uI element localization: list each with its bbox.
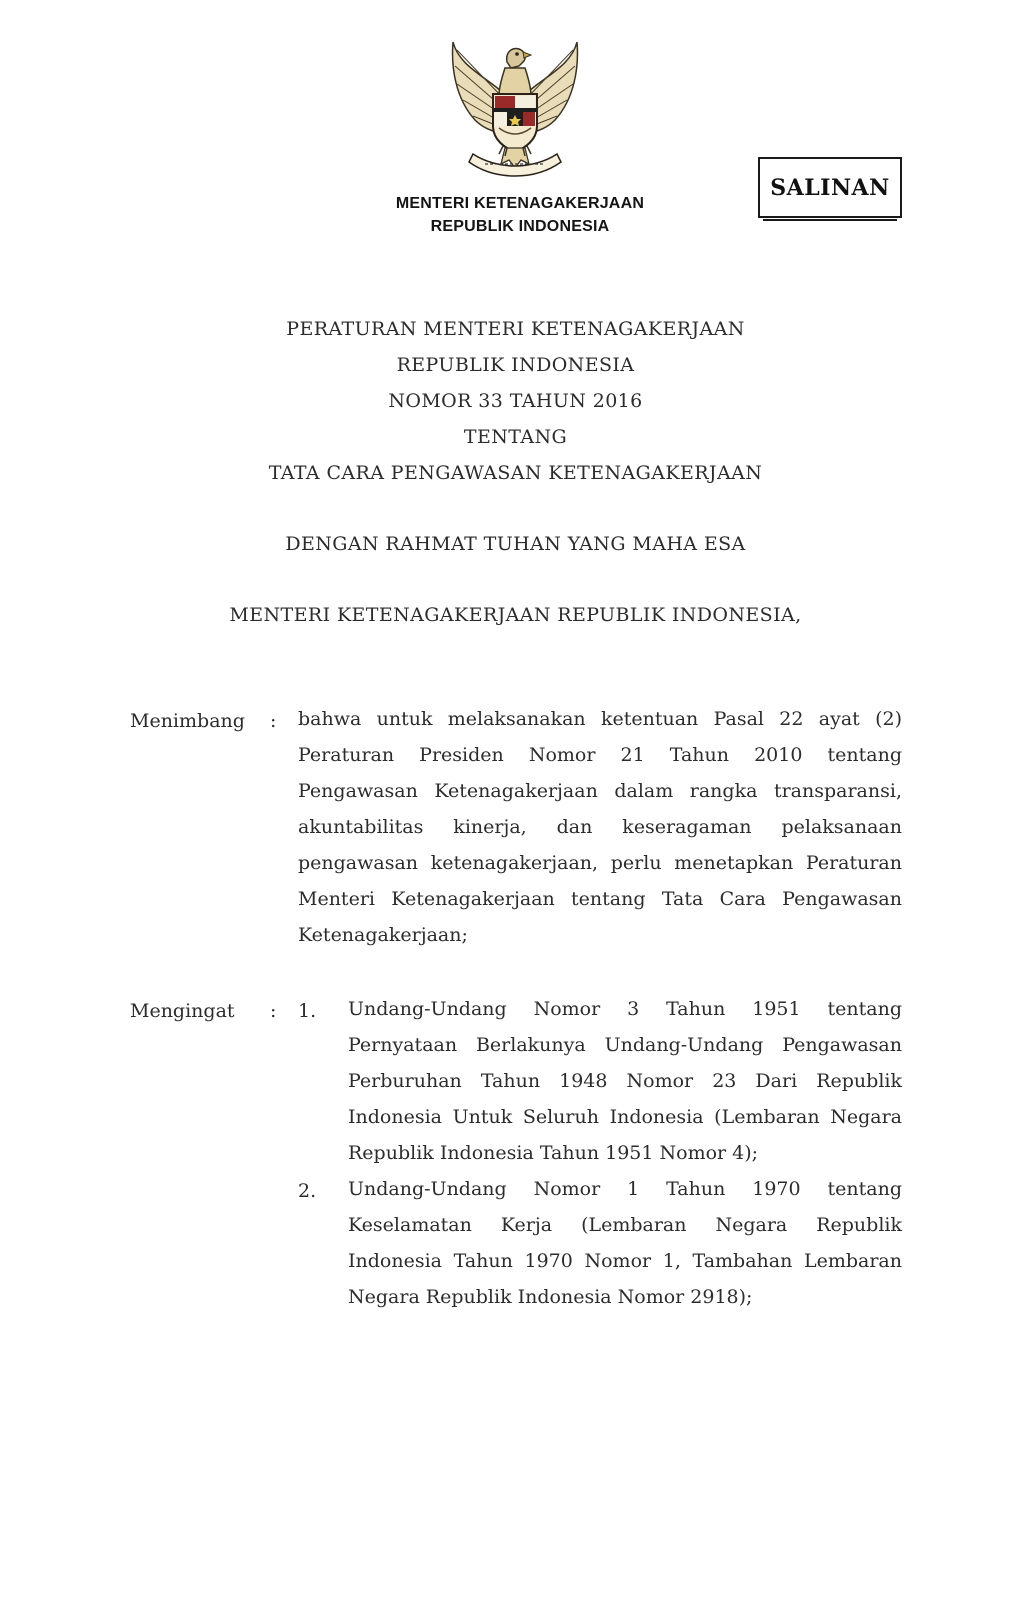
regulation-country: REPUBLIK INDONESIA xyxy=(396,354,635,376)
garuda-emblem-icon xyxy=(445,36,585,181)
menimbang-line: akuntabilitas kinerja, dan keseragaman pelaksanaan xyxy=(298,816,902,838)
menimbang-line: Ketenagakerjaan; xyxy=(298,924,468,946)
mengingat-item-line: Pernyataan Berlakunya Undang-Undang Pengawasan xyxy=(348,1034,902,1056)
mengingat-colon: : xyxy=(270,1000,277,1022)
menimbang-colon: : xyxy=(270,710,277,732)
mengingat-item-number: 1. xyxy=(298,1000,317,1022)
authority: MENTERI KETENAGAKERJAAN REPUBLIK INDONESIA, xyxy=(229,604,802,626)
regulation-about: TENTANG xyxy=(463,426,568,448)
mengingat-item-1 xyxy=(348,991,902,1171)
mengingat-label: Mengingat xyxy=(130,1000,235,1022)
regulation-subject: TATA CARA PENGAWASAN KETENAGAKERJAAN xyxy=(268,462,763,484)
menimbang-line: Peraturan Presiden Nomor 21 Tahun 2010 tentang xyxy=(298,744,902,766)
mengingat-item-line: Republik Indonesia Tahun 1951 Nomor 4); xyxy=(348,1142,759,1164)
mengingat-item-number: 2. xyxy=(298,1180,317,1202)
regulation-title: PERATURAN MENTERI KETENAGAKERJAAN xyxy=(286,318,745,340)
mengingat-item-line: Perburuhan Tahun 1948 Nomor 23 Dari Republik xyxy=(348,1070,902,1092)
invocation: DENGAN RAHMAT TUHAN YANG MAHA ESA xyxy=(285,533,746,555)
regulation-number: NOMOR 33 TAHUN 2016 xyxy=(388,390,643,412)
mengingat-item-line: Negara Republik Indonesia Nomor 2918); xyxy=(348,1286,753,1308)
mengingat-item-line: Undang-Undang Nomor 3 Tahun 1951 tentang xyxy=(348,998,902,1020)
menimbang-line: Menteri Ketenagakerjaan tentang Tata Cara Pengawasan xyxy=(298,888,902,910)
menimbang-line: bahwa untuk melaksanakan ketentuan Pasal 22 ayat (2) xyxy=(298,708,902,730)
menimbang-line: pengawasan ketenagakerjaan, perlu menetapkan Peraturan xyxy=(298,852,902,874)
mengingat-item-line: Keselamatan Kerja (Lembaran Negara Republik xyxy=(348,1214,902,1236)
issuer-subtitle: REPUBLIK INDONESIA xyxy=(430,218,610,235)
salinan-stamp: SALINAN xyxy=(758,157,902,218)
menimbang-label: Menimbang xyxy=(130,710,245,732)
menimbang-text xyxy=(298,701,902,953)
mengingat-item-line: Indonesia Untuk Seluruh Indonesia (Lembaran Negara xyxy=(348,1106,902,1128)
menimbang-line: Pengawasan Ketenagakerjaan dalam rangka transparansi, xyxy=(298,780,902,802)
mengingat-item-2 xyxy=(348,1171,902,1315)
issuer-title: MENTERI KETENAGAKERJAAN xyxy=(395,195,645,212)
mengingat-item-line: Indonesia Tahun 1970 Nomor 1, Tambahan Lembaran xyxy=(348,1250,902,1272)
mengingat-item-line: Undang-Undang Nomor 1 Tahun 1970 tentang xyxy=(348,1178,902,1200)
